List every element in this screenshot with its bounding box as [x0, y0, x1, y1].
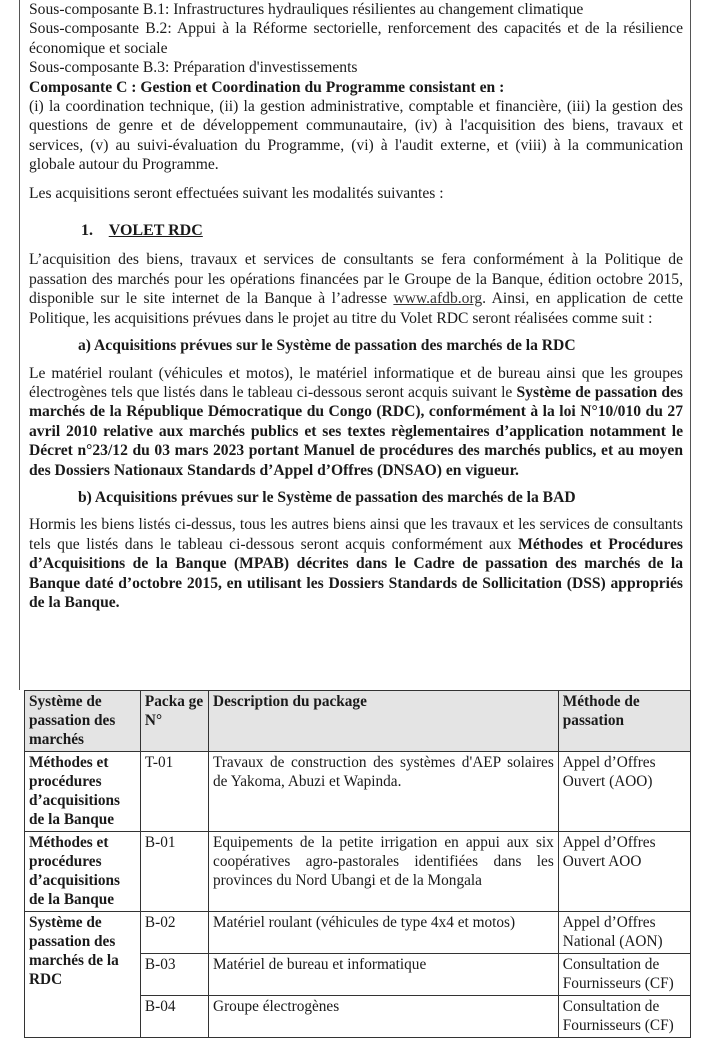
cell-system: Méthodes et procédures d’acquisitions de la Banque	[25, 832, 141, 912]
paragraph-a: Le matériel roulant (véhicules et motos), le matériel informatique et de bureau ainsi que les groupes électrogènes tels que listés dans le tableau ci-dessous seront acquis suivant le Système de passation des marchés de la République Démocratique du Congo (RDC), conformément à la loi N°10/010 du 27 avril 2010 relative aux marchés publics et ses textes règlementaires d’application notamment le Décret n°23/12 du 03 mars 2023 portant Manuel de procédures des marchés publics, et au moyen des Dossiers Nationaux Standards d’Appel d’Offres (DNSAO) en vigueur.	[29, 364, 683, 479]
cell-method: Consultation de Fournisseurs (CF)	[558, 954, 690, 996]
modalites-text: Les acquisitions seront effectuées suivant les modalités suivantes :	[29, 184, 444, 202]
cell-description: Matériel de bureau et informatique	[209, 954, 559, 996]
cell-system: Méthodes et procédures d’acquisitions de la Banque	[25, 752, 141, 832]
cell-method: Appel d’Offres Ouvert AOO	[558, 832, 690, 912]
intro-line-b3: Sous-composante B.3: Préparation d'investissements	[29, 59, 358, 77]
cell-description: Travaux de construction des systèmes d'AEP solaires de Yakoma, Abuzi et Wapinda.	[209, 752, 559, 832]
table-header-row	[25, 691, 691, 752]
document-page	[29, 0, 683, 612]
cell-description: Equipements de la petite irrigation en appui aux six coopératives agro-pastorales identifiées dans les provinces du Nord Ubangi et de la Mongala	[209, 832, 559, 912]
table-row	[25, 752, 691, 832]
intro-line-b2: Sous-composante B.2: Appui à la Réforme sectorielle, renforcement des capacités et de la résilience économique et sociale	[29, 20, 683, 57]
header-method: Méthode de passation	[558, 691, 690, 752]
header-system: Système de passation des marchés	[25, 691, 141, 752]
composante-c-title: Composante C : Gestion et Coordination du Programme consistant en :	[29, 78, 505, 96]
header-package: Packa ge N°	[140, 691, 208, 752]
cell-method: Consultation de Fournisseurs (CF)	[558, 996, 690, 1038]
cell-method: Appel d’Offres Ouvert (AOO)	[558, 752, 690, 832]
procurement-table	[24, 690, 691, 1038]
header-description: Description du package	[209, 691, 559, 752]
composante-c-text: (i) la coordination technique, (ii) la gestion administrative, comptable et financière, (iii) la gestion des questions de genre et de développement communautaire, (iv) à l'acquisition des biens, travaux et services, (v) au suivi-évaluation du Programme, (vi) à l'audit externe, et (viii) à la communication globale autour du Programme.	[29, 98, 683, 174]
page-border-left	[19, 0, 20, 690]
section-number: 1.	[81, 222, 93, 240]
cell-package: B-04	[140, 996, 208, 1038]
page-border-right	[690, 0, 691, 690]
cell-description: Groupe électrogènes	[209, 996, 559, 1038]
paragraph-b: Hormis les biens listés ci-dessus, tous les autres biens ainsi que les travaux et les services de consultants tels que listés dans le tableau ci-dessous seront acquis conformément aux Méthodes et Procédures d’Acquisitions de la Banque (MPAB) décrites dans le Cadre de passation des marchés de la Banque daté d’octobre 2015, en utilisant les Dossiers Standards de Sollicitation (DSS) appropriés de la Banque.	[29, 516, 683, 611]
section-title: VOLET RDC	[108, 222, 203, 240]
cell-description: Matériel roulant (véhicules de type 4x4 et motos)	[209, 912, 559, 954]
cell-package: T-01	[140, 752, 208, 832]
subheading-a: a) Acquisitions prévues sur le Système de passation des marchés de la RDC	[78, 337, 576, 355]
volet-rdc-paragraph: L’acquisition des biens, travaux et services de consultants se fera conformément à la Politique de passation des marchés pour les opérations financées par le Groupe de la Banque, édition octobre 2015, disponible sur le site internet de la Banque à l’adresse www.afdb.org. Ainsi, en application de cette Politique, les acquisitions prévues dans le projet au titre du Volet RDC seront réalisées comme suit :	[29, 251, 683, 327]
cell-package: B-03	[140, 954, 208, 996]
intro-line-b1: Sous-composante B.1: Infrastructures hydrauliques résilientes au changement climatique	[29, 1, 584, 18]
cell-package: B-01	[140, 832, 208, 912]
cell-system: Système de passation des marchés de la RDC	[25, 912, 141, 1038]
section-heading-volet-rdc	[81, 221, 683, 240]
cell-method: Appel d’Offres National (AON)	[558, 912, 690, 954]
cell-package: B-02	[140, 912, 208, 954]
table-row	[25, 832, 691, 912]
table-row	[25, 912, 691, 954]
subheading-b: b) Acquisitions prévues sur le Système de passation des marchés de la BAD	[78, 488, 576, 506]
afdb-link[interactable]: www.afdb.org	[393, 290, 483, 308]
